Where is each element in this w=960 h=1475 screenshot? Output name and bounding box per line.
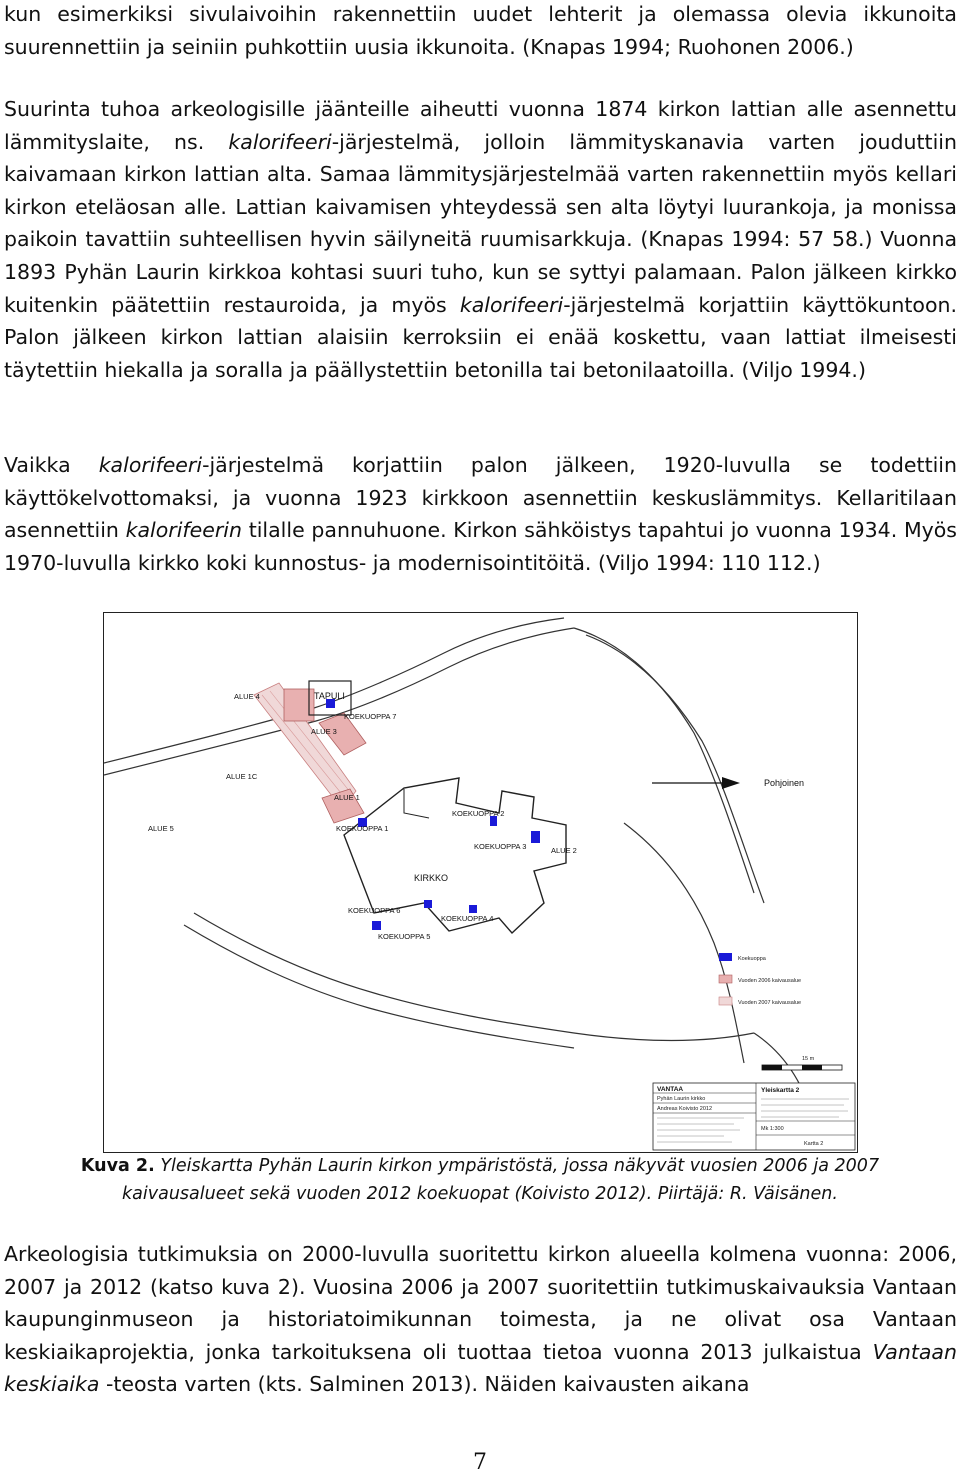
paragraph-italic: kalorifeeri	[459, 292, 564, 317]
label-koekuoppa-1: KOEKUOPPA 1	[336, 824, 389, 833]
paragraph-text: -teosta varten (kts. Salminen 2013). Näiden kaivausten aikana	[99, 1372, 750, 1397]
figure-caption	[60, 1152, 900, 1208]
legend-swatch-2006	[719, 975, 732, 983]
paragraph-2	[4, 93, 957, 386]
label-koekuoppa-4: KOEKUOPPA 4	[441, 914, 494, 923]
paragraph-italic: kalorifeerin	[125, 518, 242, 543]
label-alue-2: ALUE 2	[551, 846, 577, 855]
paragraph-text: Vaikka	[4, 453, 99, 477]
legend-2007: Vuoden 2007 kaivausalue	[738, 1000, 802, 1006]
title-block	[653, 1083, 855, 1150]
site-map-figure	[103, 612, 858, 1153]
titleblock-city: VANTAA	[657, 1086, 684, 1093]
paragraph-3	[4, 449, 957, 579]
label-alue-4: ALUE 4	[234, 692, 260, 701]
paragraph-text: Arkeologisia tutkimuksia on 2000-luvulla suoritettu kirkon alueella kolmena vuonna: 2006, 2007 ja 2012 (katso kuva 2). Vuosina 2006 ja 2007 suoritettiin tutkimuskaivauksia Vantaan kaupunginmuseon ja historiatoimikunnan toimesta, ja ne olivat osa Vantaan keskiaikaprojektia, jonka tarkoituksena oli tuottaa tietoa vuonna 2013 julkaistua	[4, 1242, 957, 1364]
north-arrow-icon	[652, 777, 740, 789]
titleblock-map: Kartta 2	[804, 1141, 824, 1147]
legend-koekuoppa: Koekuoppa	[738, 956, 766, 962]
label-pohjoinen: Pohjoinen	[764, 778, 805, 788]
label-koekuoppa-3: KOEKUOPPA 3	[474, 842, 527, 851]
scale-bar	[762, 1056, 842, 1070]
paragraph-text: -järjestelmä korjattiin palon jälkeen, 1920-luvulla se todettiin käyttökelvottomaksi, ja vuonna 1923 kirkkoon asennettiin keskuslämmitys. Kellaritilaan asennettiin	[4, 453, 957, 543]
titleblock-author: Andreas Koivisto 2012	[657, 1106, 713, 1112]
paragraph-text: -järjestelmä korjattiin käyttökuntoon. Palon jälkeen kirkon lattian alaisiin kerroksiin ei enää koskettu, vaan lattiat ilmeisesti täytettiin hiekalla ja soralla ja päällystettiin betonilla tai betonilaatoilla. (Viljo 1994.)	[4, 292, 958, 382]
label-koekuoppa-5: KOEKUOPPA 5	[378, 932, 431, 941]
paragraph-text: Suurinta tuhoa arkeologisille jäänteille aiheutti vuonna 1874 kirkon lattian alle asennettu lämmityslaite, ns.	[4, 97, 957, 154]
label-alue-1: ALUE 1	[334, 793, 360, 802]
label-kirkko: KIRKKO	[414, 873, 449, 883]
label-koekuoppa-2: KOEKUOPPA 2	[452, 809, 505, 818]
paragraph-text: tilalle pannuhuone. Kirkon sähköistys tapahtui jo vuonna 1934. Myös 1970-luvulla kirkko koki kunnostus- ja modernisointitöitä. (Viljo 1994: 110 112.)	[4, 518, 957, 575]
map-legend	[719, 953, 801, 1006]
label-koekuoppa-6: KOEKUOPPA 6	[348, 906, 401, 915]
caption-text: Yleiskartta Pyhän Laurin kirkon ympäristöstä, jossa näkyvät vuosien 2006 ja 2007 kaivausalueet sekä vuoden 2012 koekuopat (Koivisto 2012). Piirtäjä: R. Väisänen.	[122, 1156, 880, 1204]
site-map	[104, 613, 856, 1151]
legend-swatch-koekuoppa	[719, 953, 732, 961]
paragraph-italic: Vantaan keskiaika	[4, 1339, 957, 1397]
label-tapuli: TAPULI	[314, 691, 345, 701]
label-koekuoppa-7: KOEKUOPPA 7	[344, 712, 397, 721]
paragraph-italic: kalorifeeri	[228, 129, 332, 154]
titleblock-scale: Mk 1:300	[761, 1126, 784, 1132]
legend-swatch-2007	[719, 997, 732, 1005]
page-number: 7	[473, 1450, 487, 1475]
label-alue-5: ALUE 5	[148, 824, 174, 833]
paragraph-italic: kalorifeeri	[98, 453, 203, 477]
titleblock-site: Pyhän Laurin kirkko	[657, 1096, 706, 1102]
paragraph-text: kun esimerkiksi sivulaivoihin rakennettiin uudet lehterit ja olemassa olevia ikkunoita suurennettiin ja seiniin puhkottiin uusia ikkunoita. (Knapas 1994; Ruohonen 2006.)	[4, 2, 957, 59]
label-alue-1c: ALUE 1C	[226, 772, 258, 781]
paragraph-text: -järjestelmä, jolloin lämmityskanavia varten jouduttiin kaivamaan kirkon lattian alta. Samaa lämmitysjärjestelmää varten rakennettiin myös kellari kirkon eteläosan alle. Lattian kaivamisen yhteydessä sen alta löytyi luurankoja, ja monissa paikoin tavattiin suhteellisen hyvin säilyneitä ruumisarkkuja. (Knapas 1994: 57 58.) Vuonna 1893 Pyhän Laurin kirkkoa kohtasi suuri tuho, kun se syttyi palamaan. Palon jälkeen kirkko kuitenkin päätettiin restauroida, ja myös	[4, 129, 957, 317]
scale-label: 15 m	[802, 1056, 815, 1062]
caption-label: Kuva 2.	[80, 1156, 155, 1176]
titleblock-sheet: Yleiskartta 2	[761, 1087, 800, 1094]
paragraph-1	[4, 0, 957, 63]
legend-2006: Vuoden 2006 kaivausalue	[738, 978, 802, 984]
paragraph-4	[4, 1238, 957, 1401]
label-alue-3: ALUE 3	[311, 727, 337, 736]
